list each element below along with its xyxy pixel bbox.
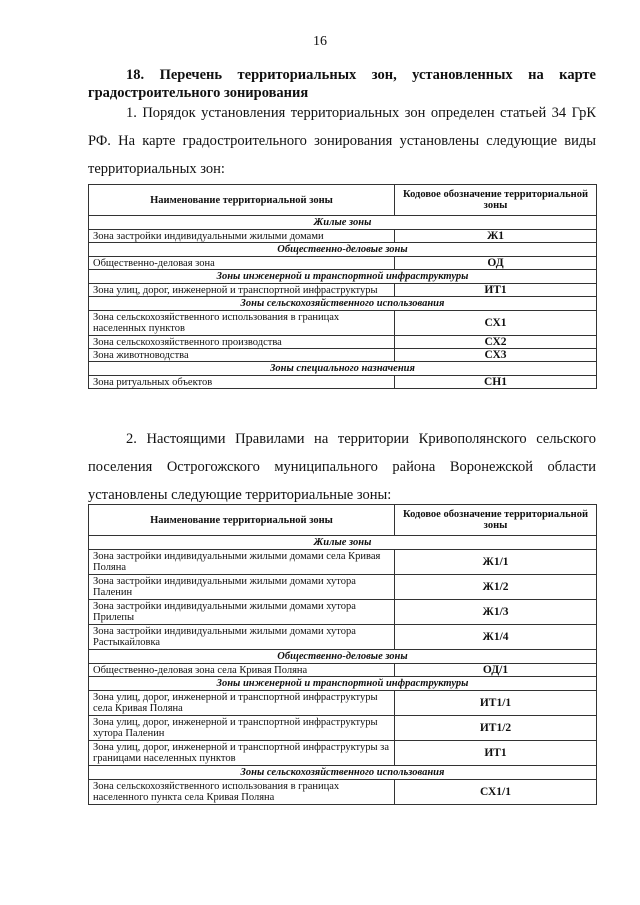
table-row [89,284,597,297]
group-header: Зоны сельскохозяйственного использования [89,297,597,311]
table-row [89,376,597,389]
zone-name: Зона улиц, дорог, инженерной и транспортной инфраструктуры хутора Паленин [89,716,395,741]
table-row [89,664,597,677]
zone-name: Зона ритуальных объектов [89,376,395,389]
group-header: Общественно-деловые зоны [89,650,597,664]
zone-code: ИТ1/1 [395,691,597,716]
zone-name: Зона улиц, дорог, инженерной и транспортной инфраструктуры села Кривая Поляна [89,691,395,716]
table-row [89,741,597,766]
zone-name: Общественно-деловая зона [89,257,395,270]
zone-code: СХ3 [395,349,597,362]
table-row [89,230,597,243]
header-zone-name: Наименование территориальной зоны [89,505,395,536]
zone-code: СХ1/1 [395,780,597,805]
header-zone-code: Кодовое обозначение территориальной зоны [395,185,597,216]
zone-name: Зона застройки индивидуальными жилыми домами села Кривая Поляна [89,550,395,575]
table-row [89,716,597,741]
table-row [89,625,597,650]
zone-code: Ж1/3 [395,600,597,625]
zone-name: Зона застройки индивидуальными жилыми домами хутора Паленин [89,575,395,600]
table-row [89,349,597,362]
page-number: 16 [313,34,327,49]
zone-code: ОД [395,257,597,270]
zone-code: ИТ1/2 [395,716,597,741]
header-zone-name: Наименование территориальной зоны [89,185,395,216]
zone-code: СХ2 [395,336,597,349]
group-header: Жилые зоны [89,536,597,550]
table-row [89,691,597,716]
group-header: Зоны сельскохозяйственного использования [89,766,597,780]
zone-name: Зона животноводства [89,349,395,362]
table-row [89,550,597,575]
table-header-row [89,505,597,536]
zone-name: Зона улиц, дорог, инженерной и транспортной инфраструктуры за границами населенных пунктов [89,741,395,766]
table-row [89,257,597,270]
zones-table-general [88,184,597,389]
zone-name: Зона застройки индивидуальными жилыми домами хутора Растыкайловка [89,625,395,650]
zone-code: СН1 [395,376,597,389]
zone-code: Ж1/2 [395,575,597,600]
group-header: Жилые зоны [89,216,597,230]
zone-name: Зона застройки индивидуальными жилыми домами [89,230,395,243]
zone-name: Зона сельскохозяйственного производства [89,336,395,349]
table-row [89,575,597,600]
group-header: Зоны инженерной и транспортной инфраструктуры [89,270,597,284]
paragraph-1: 1. Порядок установления территориальных зон определен статьей 34 ГрК РФ. На карте градостроительного зонирования установлены следующие виды территориальных зон: [88,105,596,177]
paragraph-2: 2. Настоящими Правилами на территории Кривополянского сельского поселения Острогожского муниципального района Воронежской области установлены следующие территориальные зоны: [88,431,596,503]
zone-name: Общественно-деловая зона села Кривая Поляна [89,664,395,677]
header-zone-code: Кодовое обозначение территориальной зоны [395,505,597,536]
zone-name: Зона сельскохозяйственного использования в границах населенного пункта села Кривая Поляна [89,780,395,805]
table-row [89,336,597,349]
section-heading: 18. Перечень территориальных зон, установленных на карте градостроительного зонирования [88,67,596,101]
zone-name: Зона застройки индивидуальными жилыми домами хутора Прилепы [89,600,395,625]
group-header: Зоны специального назначения [89,362,597,376]
table-header-row [89,185,597,216]
zone-code: Ж1/1 [395,550,597,575]
zones-table-settlement [88,504,597,805]
table-row [89,780,597,805]
zone-code: ИТ1 [395,284,597,297]
zone-code: ОД/1 [395,664,597,677]
table-row [89,311,597,336]
table-row [89,600,597,625]
group-header: Общественно-деловые зоны [89,243,597,257]
zone-code: СХ1 [395,311,597,336]
zone-code: Ж1/4 [395,625,597,650]
zone-code: Ж1 [395,230,597,243]
group-header: Зоны инженерной и транспортной инфраструктуры [89,677,597,691]
zone-name: Зона улиц, дорог, инженерной и транспортной инфраструктуры [89,284,395,297]
zone-code: ИТ1 [395,741,597,766]
zone-name: Зона сельскохозяйственного использования в границах населенных пунктов [89,311,395,336]
